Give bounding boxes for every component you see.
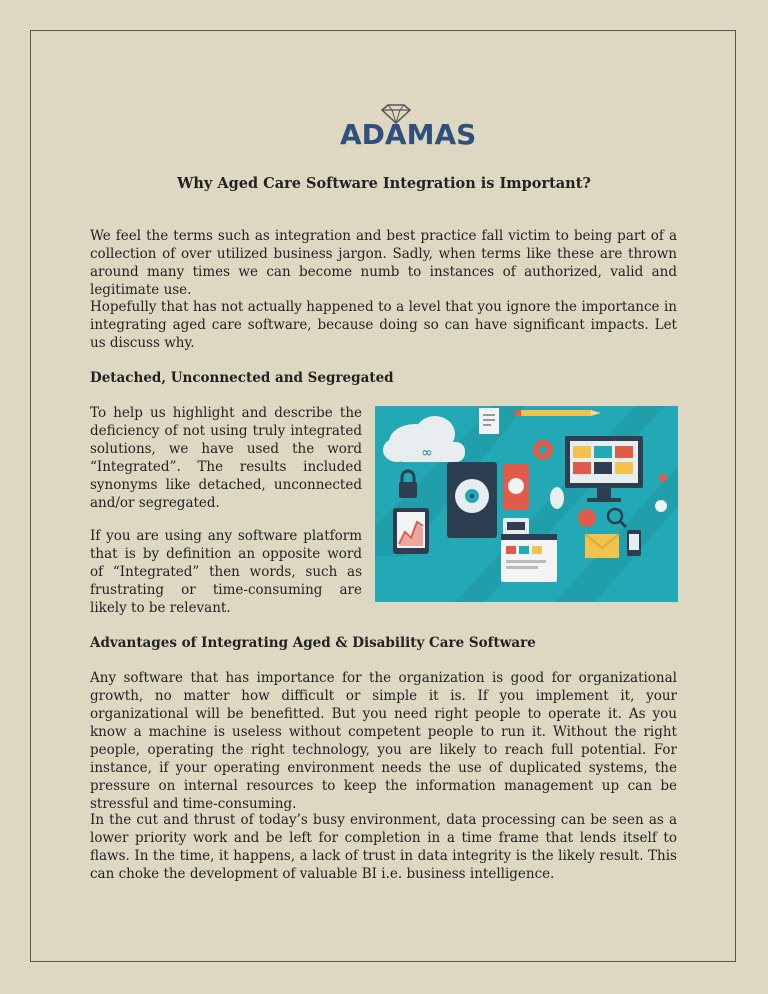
mobile-icon <box>627 530 641 556</box>
browser-window-icon <box>501 534 557 582</box>
section-heading-advantages: Advantages of Integrating Aged & Disability Care Software <box>90 635 536 651</box>
envelope-icon <box>585 534 619 558</box>
phone-icon <box>503 464 529 510</box>
pencil-icon <box>515 410 601 416</box>
intro-paragraph-1: We feel the terms such as integration and best practice fall victim to being part of a collection of over utilized business jargon. Sadly, when terms like these are thrown around many times we can become numb to instances of authorized, valid and legitimate use. <box>90 228 677 298</box>
section2-paragraph-1: Any software that has importance for the organization is good for organizational growth, no matter how difficult or simple it is. If you implement it, your organizational will be benefitted. But you need right people to operate it. As you know a machine is useless without competent people to run it. Without the right people, operating the right technology, you are likely to reach full potential. For instance, if your operating environment needs the use of duplicated systems, the pressure on internal resources to keep the information management up can be stressful and time-consuming. <box>90 670 677 812</box>
section-heading-detached: Detached, Unconnected and Segregated <box>90 370 394 386</box>
section2-paragraph-2: In the cut and thrust of today’s busy environment, data processing can be seen as a lower priority work and be left for completion in a time frame that lends itself to flaws. In the time, it happens, a lack of trust in data integrity is the likely result. This can choke the development of valuable BI i.e. business intelligence. <box>90 812 677 882</box>
dot-icon <box>655 500 667 512</box>
document-icon <box>479 408 499 434</box>
gear-icon <box>533 440 553 460</box>
svg-text:∞: ∞ <box>421 445 433 461</box>
tablet-chart-icon <box>393 508 429 554</box>
integration-illustration <box>375 406 678 602</box>
page-title: Why Aged Care Software Integration is Important? <box>177 175 591 192</box>
section1-paragraph-2: If you are using any software platform that is by definition an opposite word of “Integrated” then words, such as frustrating or time-consuming are likely to be relevant. <box>90 528 362 616</box>
intro-paragraph-2: Hopefully that has not actually happened to a level that you ignore the importance in integrating aged care software, because doing so can have significant impacts. Let us discuss why. <box>90 299 677 351</box>
record-dot-icon <box>578 509 596 527</box>
section1-paragraph-1: To help us highlight and describe the deficiency of not using truly integrated solutions, we have used the word “Integrated”. The results included synonyms like detached, unconnected and/or segregated. <box>90 405 362 511</box>
mouse-icon <box>550 487 564 509</box>
adamas-logo <box>340 104 477 154</box>
hard-drive-icon <box>447 462 497 538</box>
dot-icon <box>659 474 667 482</box>
logo-text: ADAMAS <box>340 118 477 151</box>
